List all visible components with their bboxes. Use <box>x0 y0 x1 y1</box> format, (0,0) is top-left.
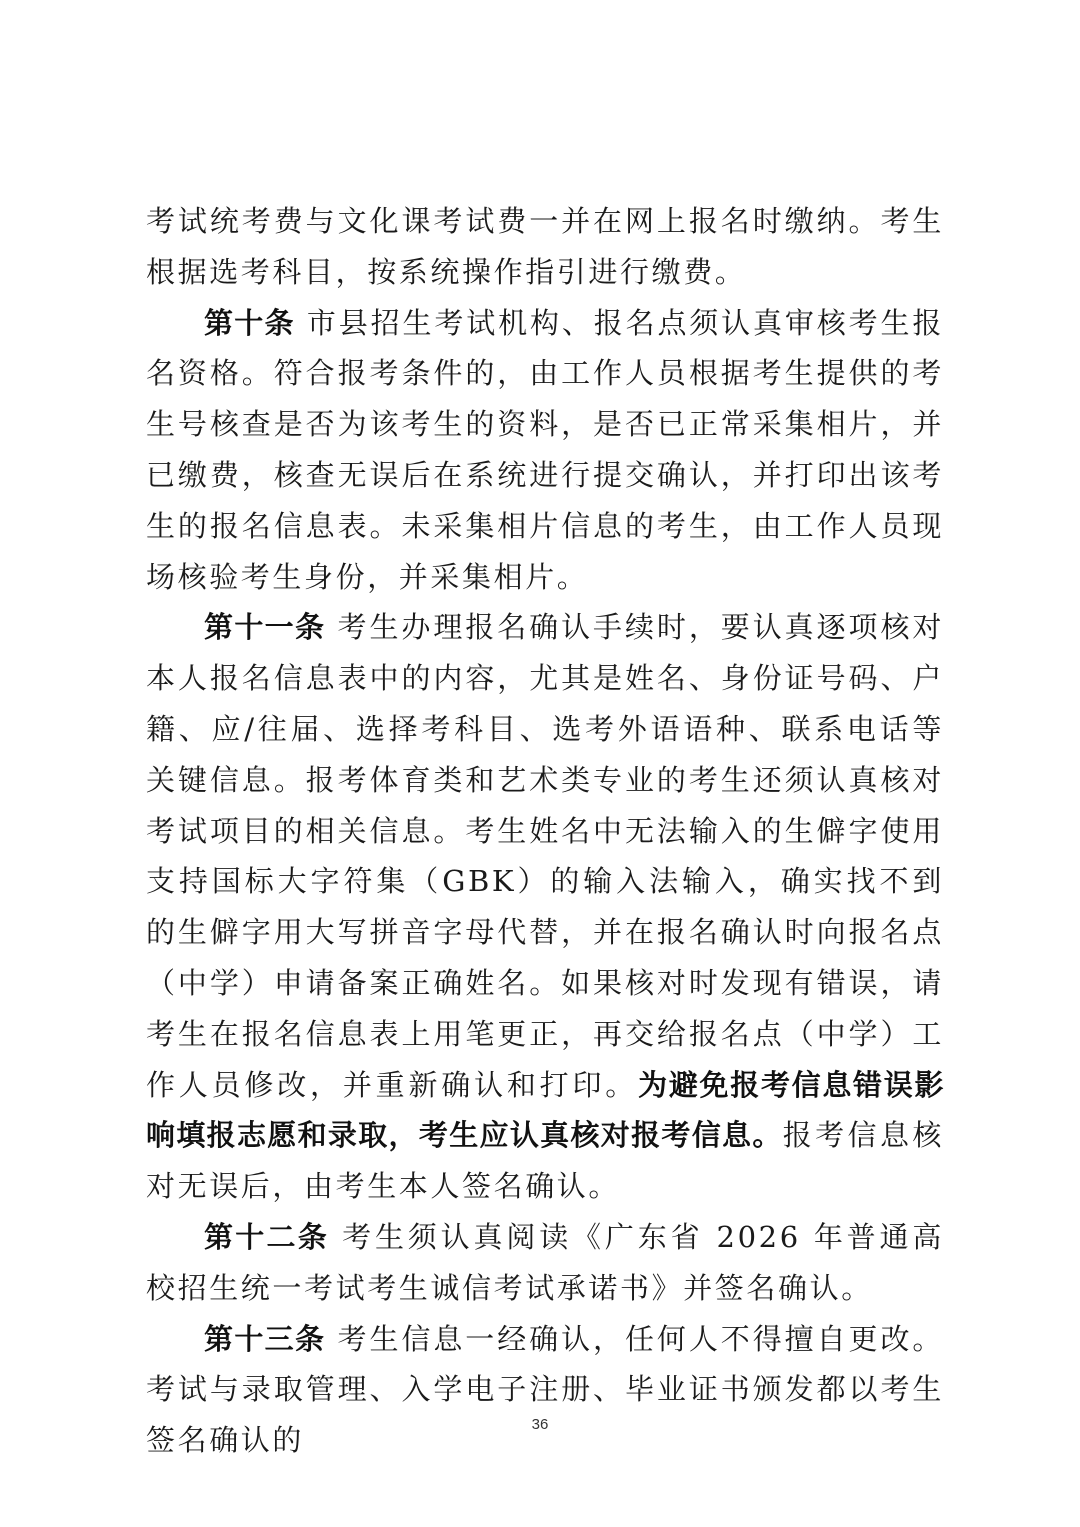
paragraph-text: 考试统考费与文化课考试费一并在网上报名时缴纳。考生根据选考科目，按系统操作指引进行缴费。 <box>146 204 944 289</box>
document-body <box>146 196 944 1466</box>
article-heading: 第十三条 <box>204 1321 326 1356</box>
paragraph-text: 市县招生考试机构、报名点须认真审核考生报名资格。符合报考条件的，由工作人员根据考生提供的考生号核查是否为该考生的资料，是否已正常采集相片，并已缴费，核查无误后在系统进行提交确认，并打印出该考生的报名信息表。未采集相片信息的考生，由工作人员现场核验考生身份，并采集相片。 <box>146 305 944 594</box>
paragraph-text: 考生须认真阅读《广东省 2026 年普通高校招生统一考试考生诚信考试承诺书》并签名确认。 <box>146 1219 944 1305</box>
paragraph-text: 考生办理报名确认手续时，要认真逐项核对本人报名信息表中的内容，尤其是姓名、身份证号码、户籍、应/往届、选择考科目、选考外语语种、联系电话等关键信息。报考体育类和艺术类专业的考生还须认真核对考试项目的相关信息。考生姓名中无法输入的生僻字使用支持国标大字符集（GBK）的输入法输入，确实找不到的生僻字用大写拼音字母代替，并在报名确认时向报名点（中学）申请备案正确姓名。如果核对时发现有错误，请考生在报名信息表上用笔更正，再交给报名点（中学）工作人员修改，并重新确认和打印。 <box>146 610 944 1102</box>
article-heading: 第十条 <box>204 305 295 340</box>
article-10 <box>146 298 944 603</box>
paragraph-continuation <box>146 196 944 298</box>
article-heading: 第十二条 <box>204 1219 330 1254</box>
article-11 <box>146 602 944 1212</box>
article-heading: 第十一条 <box>204 610 326 645</box>
paragraph-text: 考生信息一经确认，任何人不得擅自更改。考试与录取管理、入学电子注册、毕业证书颁发都以考生签名确认的 <box>146 1321 944 1458</box>
emphasized-text: 为避免报考信息错误影响填报志愿和录取，考生应认真核对报考信息。 <box>146 1067 944 1153</box>
paragraph-tail-text: 报考信息核对无误后，由考生本人签名确认。 <box>146 1118 944 1204</box>
article-13 <box>146 1314 944 1466</box>
page-number: 36 <box>531 1416 549 1433</box>
article-12 <box>146 1212 944 1314</box>
